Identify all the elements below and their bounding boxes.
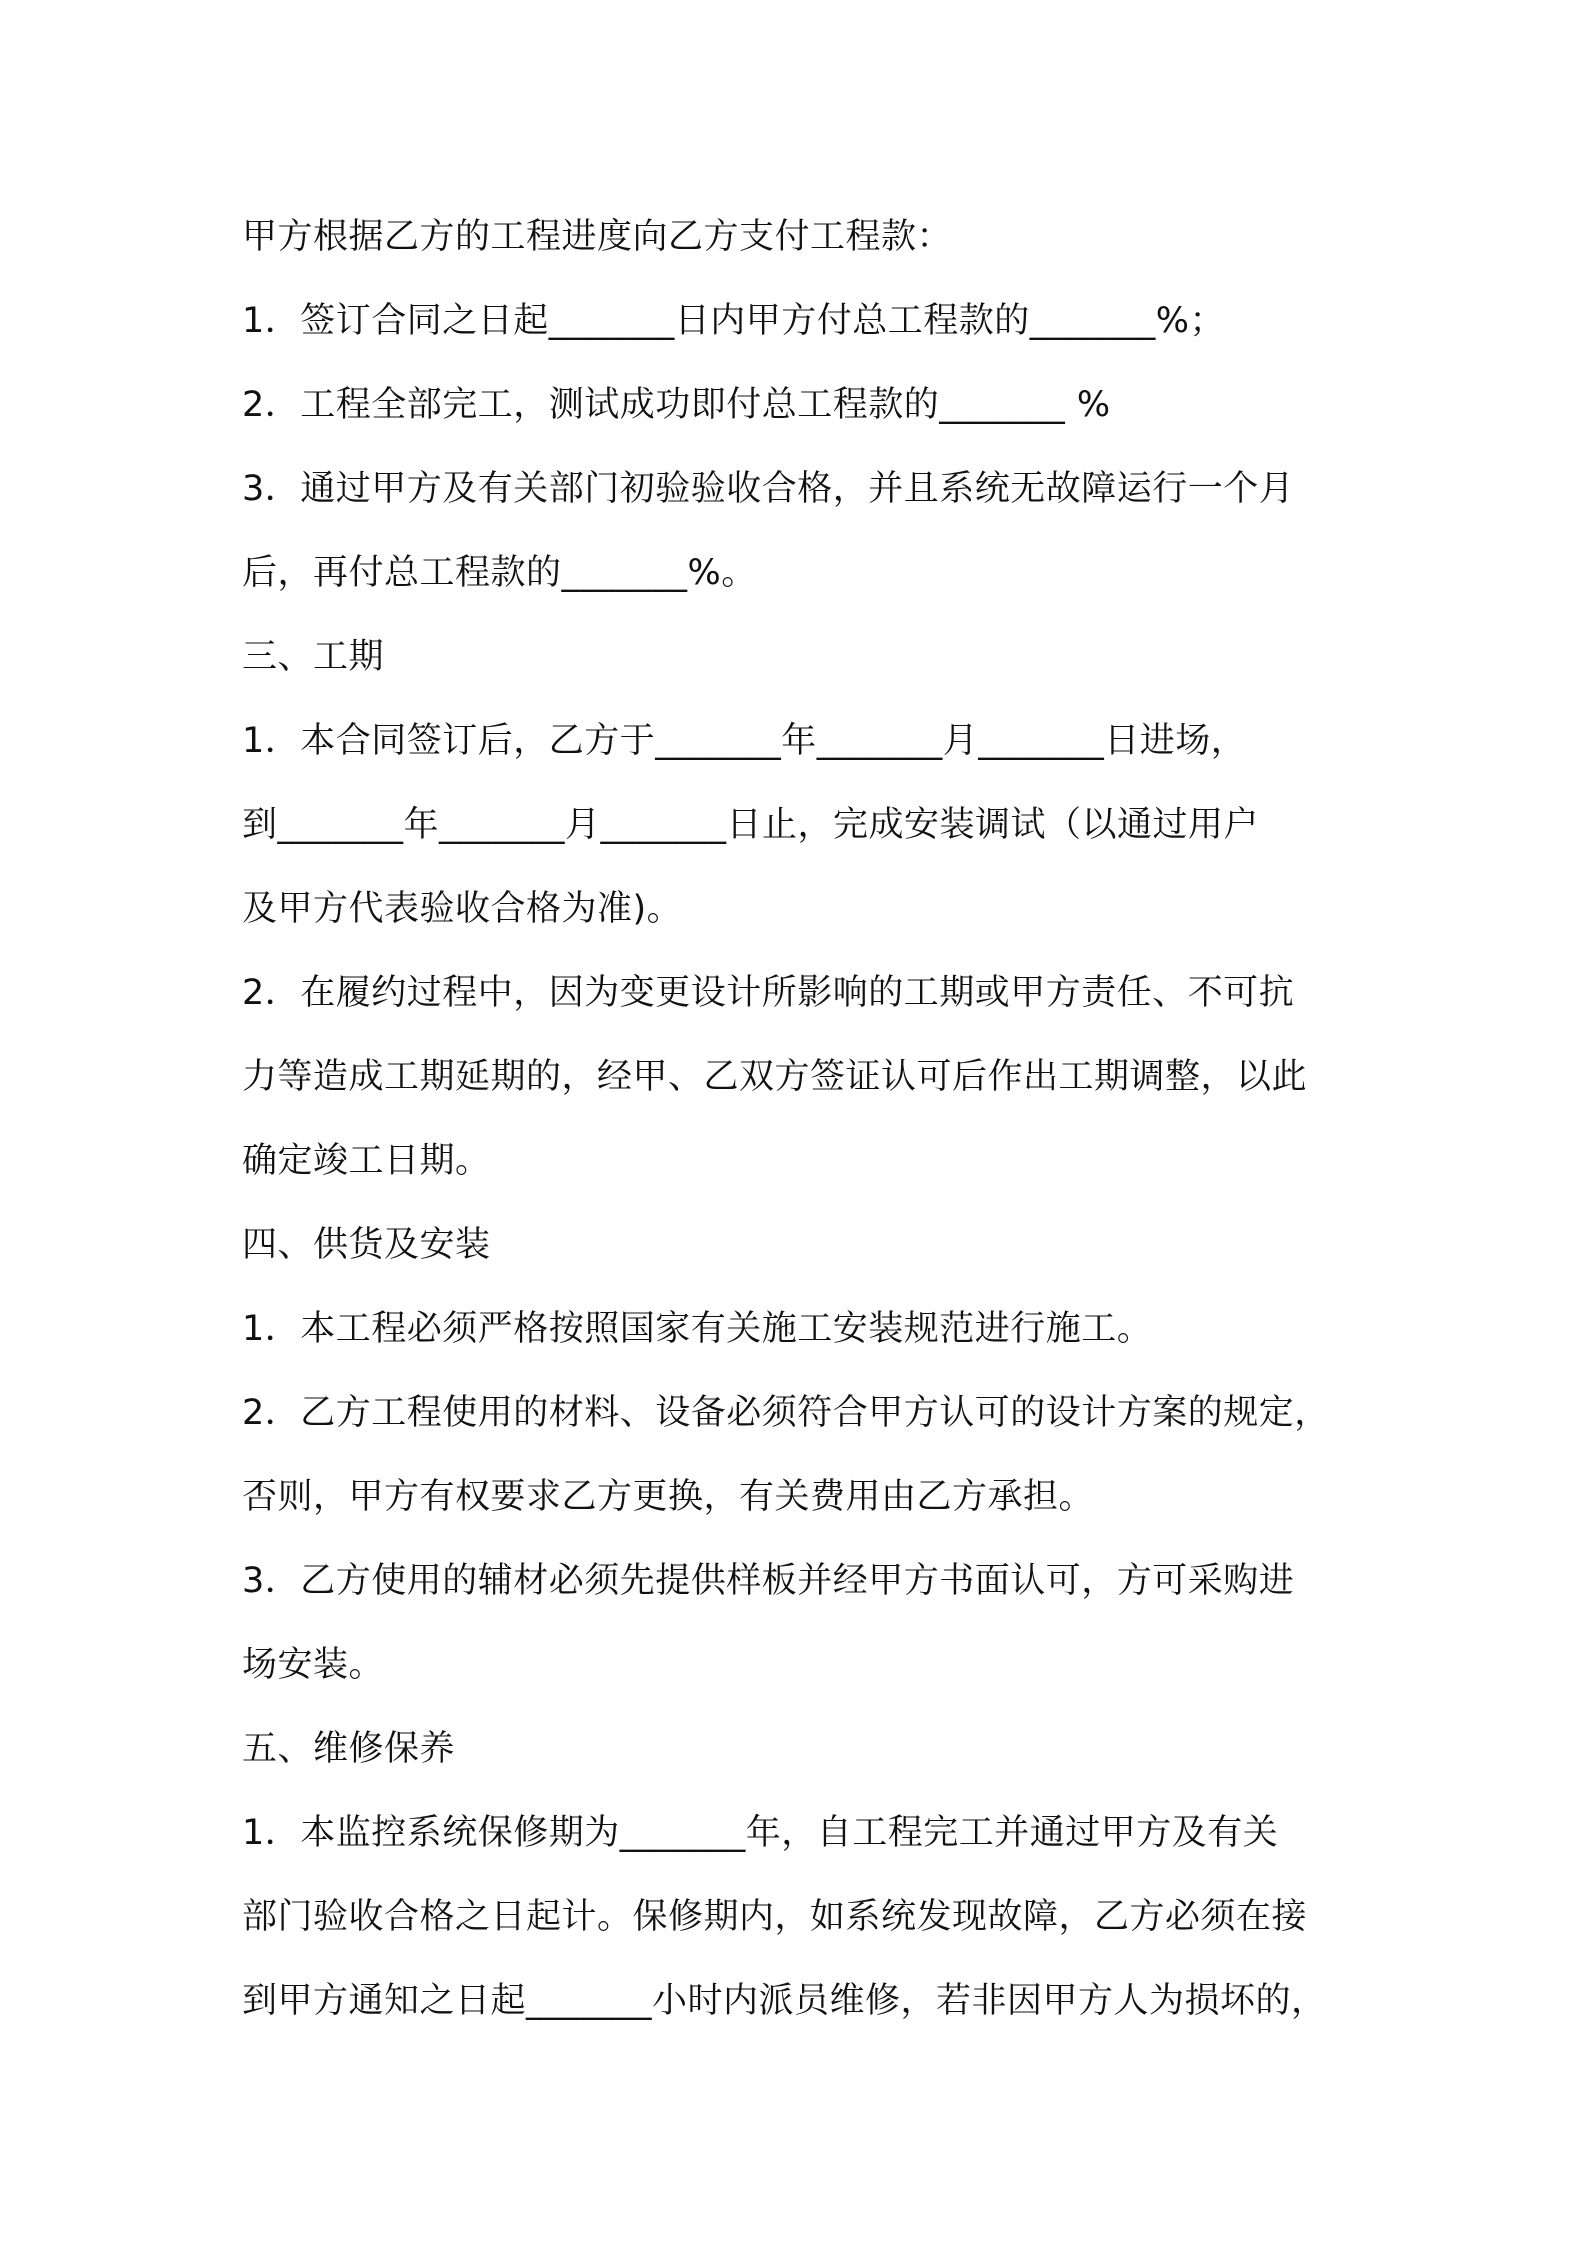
text-line: 力等造成工期延期的，经甲、乙双方签证认可后作出工期调整，以此 [242, 1057, 1308, 1097]
section-heading: 五、维修保养 [242, 1729, 456, 1769]
text-line: 3．通过甲方及有关部门初验验收合格，并且系统无故障运行一个月 [242, 469, 1295, 509]
text-line: 1．本工程必须严格按照国家有关施工安装规范进行施工。 [242, 1309, 1153, 1349]
text-line: 到_______年_______月_______日止，完成安装调试（以通过用户 [242, 805, 1260, 845]
text-line: 及甲方代表验收合格为准)。 [242, 889, 683, 929]
text-line: 否则，甲方有权要求乙方更换，有关费用由乙方承担。 [242, 1477, 1095, 1517]
text-line: 场安装。 [242, 1645, 385, 1685]
text-line: 2．乙方工程使用的材料、设备必须符合甲方认可的设计方案的规定， [242, 1393, 1330, 1433]
text-line: 1．签订合同之日起_______日内甲方付总工程款的_______%； [242, 301, 1226, 341]
contract-body [242, 195, 1372, 2043]
text-line: 2．在履约过程中，因为变更设计所影响的工期或甲方责任、不可抗 [242, 973, 1295, 1013]
text-line: 1．本监控系统保修期为_______年，自工程完工并通过甲方及有关 [242, 1813, 1279, 1853]
text-line: 到甲方通知之日起_______小时内派员维修，若非因甲方人为损坏的， [242, 1981, 1327, 2021]
section-heading: 四、供货及安装 [242, 1225, 491, 1265]
text-line: 1．本合同签订后，乙方于_______年_______月_______日进场， [242, 721, 1247, 761]
text-line: 2．工程全部完工，测试成功即付总工程款的_______ % [242, 385, 1111, 425]
text-line: 3．乙方使用的辅材必须先提供样板并经甲方书面认可，方可采购进 [242, 1561, 1295, 1601]
text-line: 甲方根据乙方的工程进度向乙方支付工程款： [242, 217, 953, 257]
text-line: 确定竣工日期。 [242, 1141, 491, 1181]
section-heading: 三、工期 [242, 637, 385, 677]
text-line: 部门验收合格之日起计。保修期内，如系统发现故障，乙方必须在接 [242, 1897, 1308, 1937]
text-line: 后，再付总工程款的_______%。 [242, 553, 757, 593]
